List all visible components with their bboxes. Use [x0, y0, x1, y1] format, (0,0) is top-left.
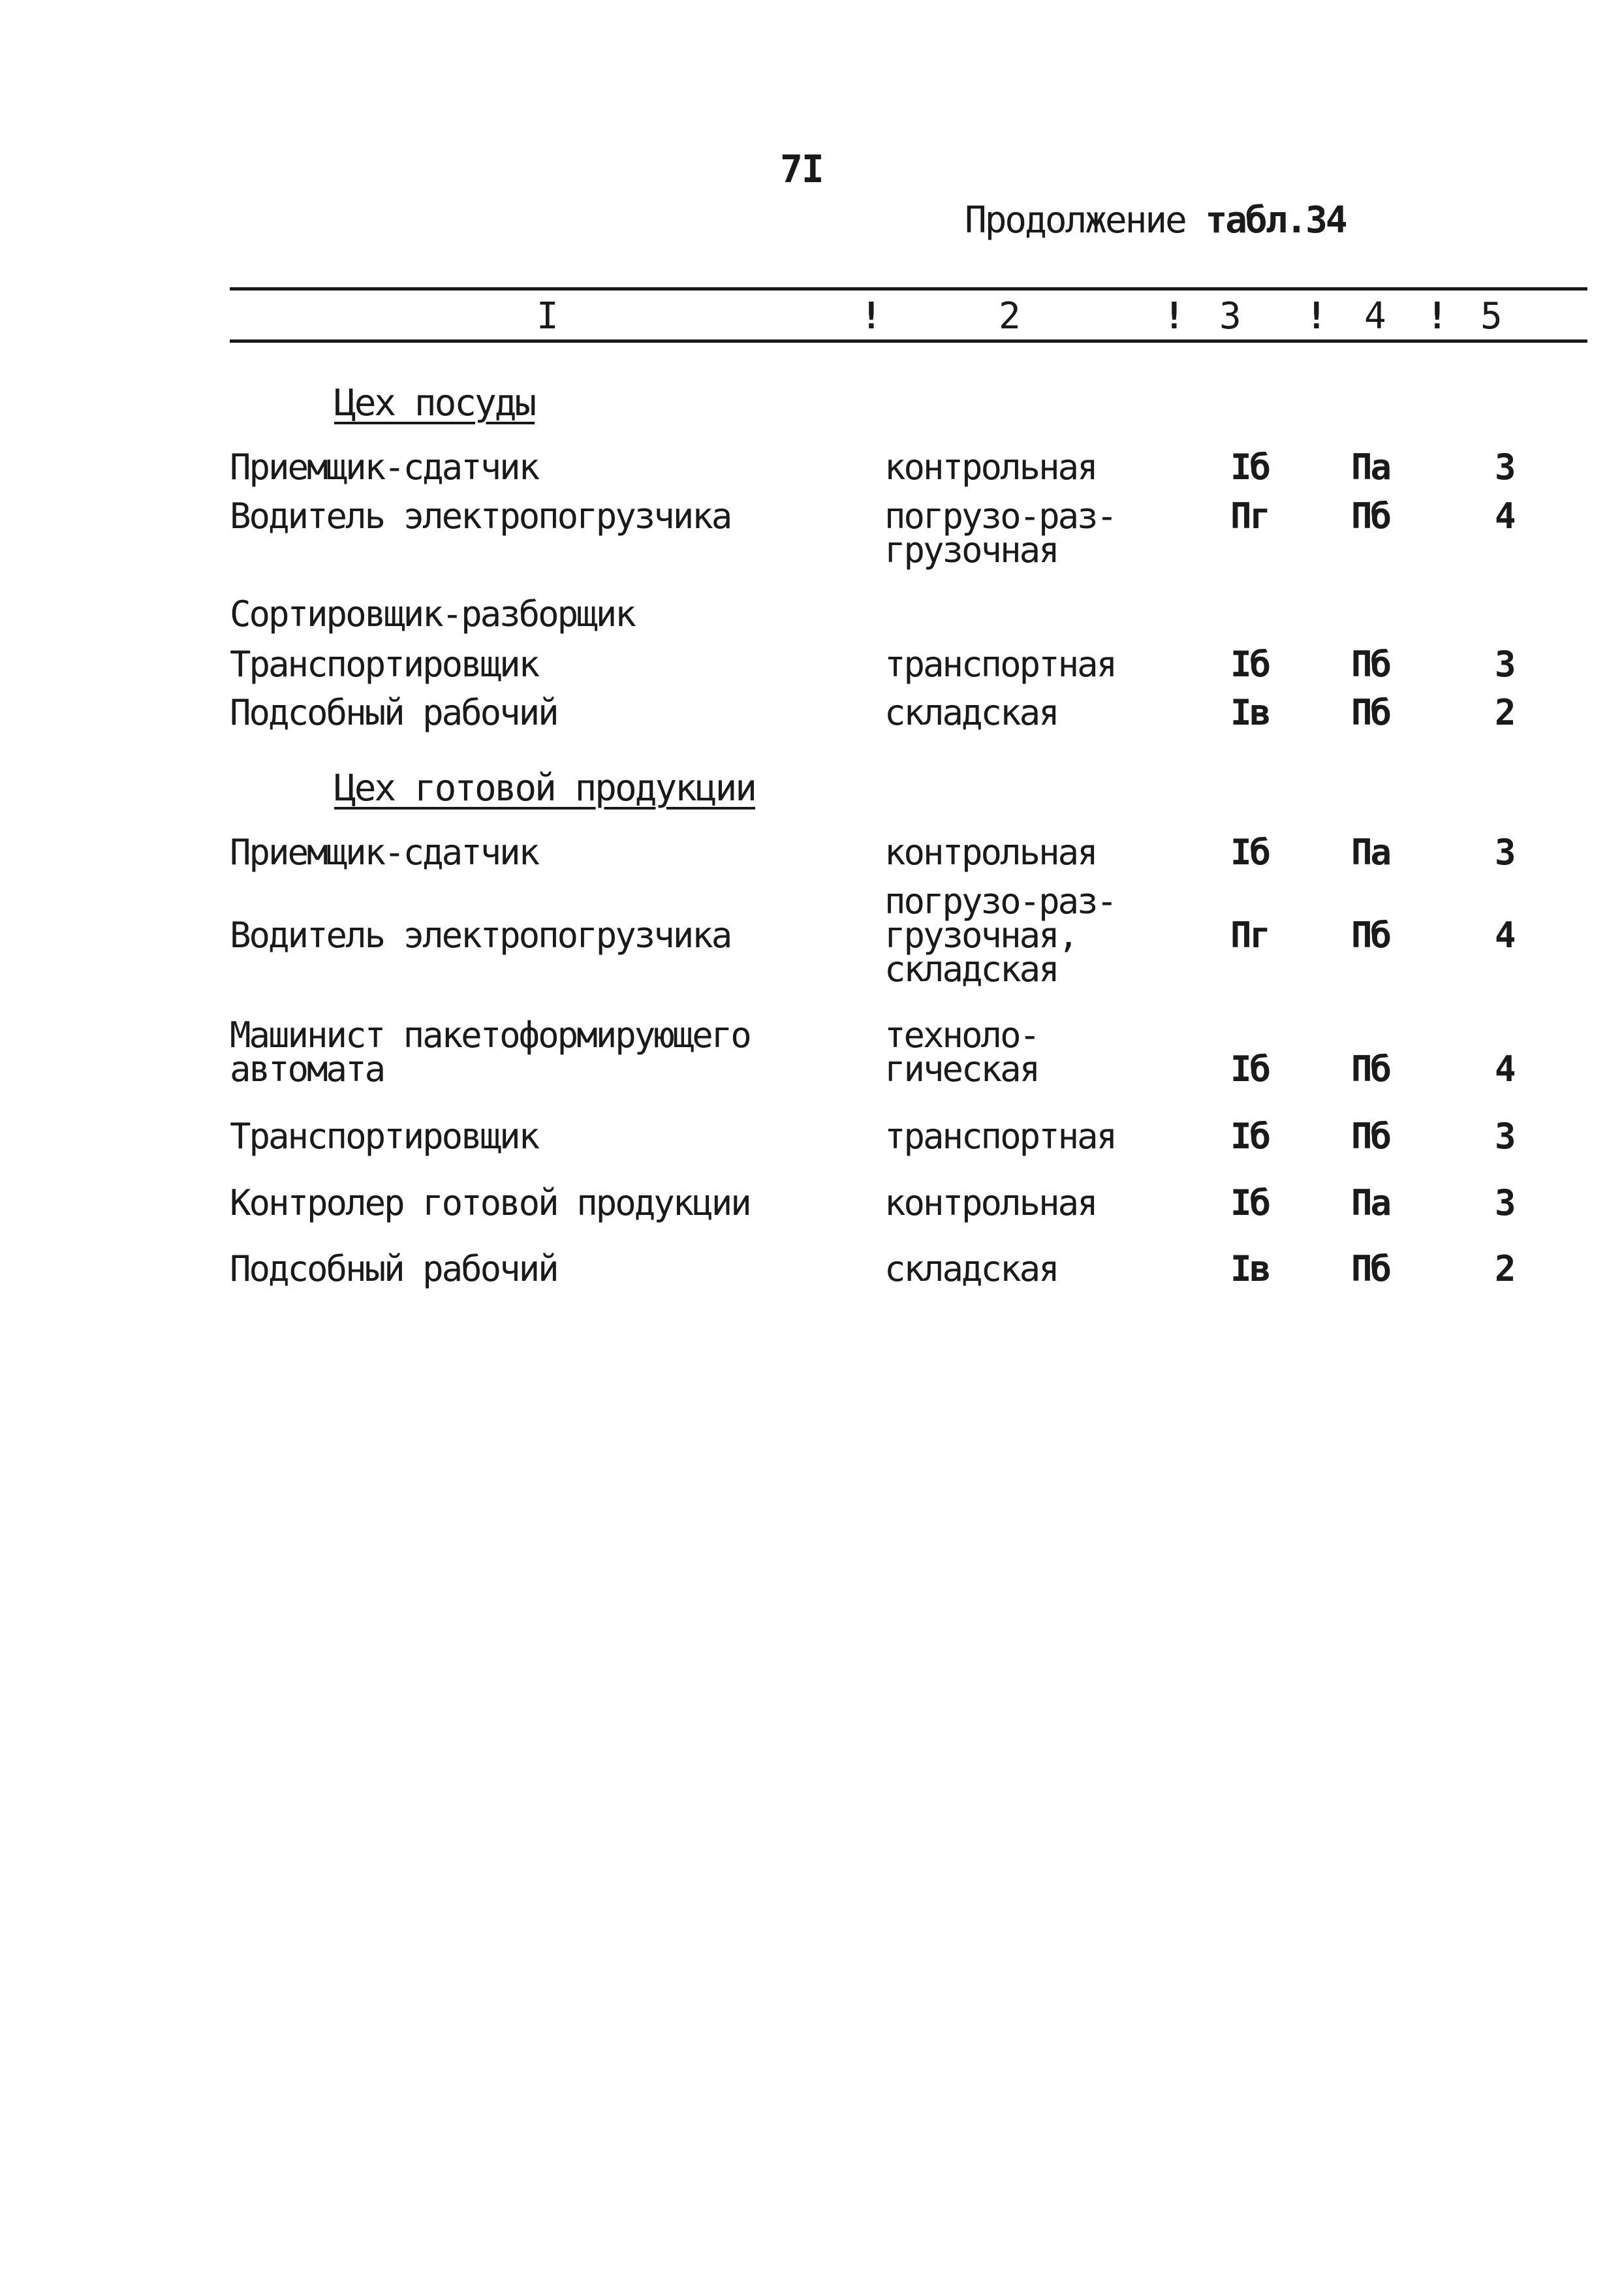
work-type-cell: грузочная,	[884, 915, 1078, 956]
section-title: Цех посуды	[334, 382, 535, 424]
grade-cell: 4	[1495, 495, 1514, 537]
class-cell: Пб	[1351, 495, 1390, 537]
category-cell: Iв	[1230, 1248, 1270, 1289]
work-type-cell: транспортная	[884, 644, 1116, 685]
header-col-5: 5	[1480, 295, 1503, 338]
class-cell: Пб	[1351, 644, 1390, 685]
grade-cell: 3	[1495, 1116, 1514, 1157]
class-cell: Пa	[1351, 832, 1390, 873]
category-cell: Пг	[1230, 915, 1270, 956]
work-type-cell: складская	[884, 692, 1058, 733]
category-cell: Iб	[1230, 1116, 1270, 1157]
profession-cell: автомата	[230, 1048, 384, 1090]
category-cell: Iб	[1230, 447, 1270, 488]
profession-cell: Водитель электропогрузчика	[230, 495, 731, 537]
profession-cell: Транспортировщик	[230, 1116, 538, 1157]
header-col-2: 2	[999, 295, 1021, 338]
work-type-cell: складская	[884, 949, 1058, 990]
header-col-1: I	[537, 295, 559, 338]
grade-cell: 3	[1495, 1182, 1514, 1223]
work-type-cell: погрузо-раз-	[884, 495, 1116, 537]
work-type-cell: техноло-	[884, 1014, 1039, 1056]
profession-cell: Подсобный рабочий	[230, 692, 557, 733]
grade-cell: 4	[1495, 915, 1514, 956]
profession-cell: Приемщик-сдатчик	[230, 447, 538, 488]
work-type-cell: грузочная	[884, 529, 1058, 571]
class-cell: Пa	[1351, 447, 1390, 488]
grade-cell: 2	[1495, 692, 1514, 733]
section-title: Цех готовой продукции	[334, 767, 756, 810]
category-cell: Iв	[1230, 692, 1270, 733]
profession-cell: Сортировщик-разборщик	[230, 593, 634, 635]
category-cell: Iб	[1230, 832, 1270, 873]
work-type-cell: складская	[884, 1248, 1058, 1289]
class-cell: Пa	[1351, 1182, 1390, 1223]
page-number: 7I	[780, 147, 823, 191]
header-separator: !	[1426, 295, 1448, 338]
grade-cell: 2	[1495, 1248, 1514, 1289]
grade-cell: 4	[1495, 1048, 1514, 1090]
class-cell: Пб	[1351, 1048, 1390, 1090]
grade-cell: 3	[1495, 832, 1514, 873]
work-type-cell: транспортная	[884, 1116, 1116, 1157]
category-cell: Iб	[1230, 1048, 1270, 1090]
profession-cell: Контролер готовой продукции	[230, 1182, 750, 1223]
category-cell: Iб	[1230, 1182, 1270, 1223]
caption-table-ref: табл.34	[1205, 199, 1346, 242]
work-type-cell: контрольная	[884, 832, 1097, 873]
profession-cell: Подсобный рабочий	[230, 1248, 557, 1289]
class-cell: Пб	[1351, 915, 1390, 956]
table-header-rule	[230, 339, 1587, 343]
work-type-cell: гическая	[884, 1048, 1039, 1090]
table-caption	[965, 199, 1346, 242]
header-separator: !	[860, 295, 882, 338]
profession-cell: Приемщик-сдатчик	[230, 832, 538, 873]
header-col-3: 3	[1219, 295, 1241, 338]
header-separator: !	[1163, 295, 1185, 338]
class-cell: Пб	[1351, 1116, 1390, 1157]
caption-prefix: Продолжение	[965, 199, 1185, 242]
grade-cell: 3	[1495, 644, 1514, 685]
category-cell: Пг	[1230, 495, 1270, 537]
header-separator: !	[1305, 295, 1328, 338]
class-cell: Пб	[1351, 692, 1390, 733]
work-type-cell: погрузо-раз-	[884, 881, 1116, 922]
work-type-cell: контрольная	[884, 447, 1097, 488]
class-cell: Пб	[1351, 1248, 1390, 1289]
table-top-rule	[230, 287, 1587, 291]
grade-cell: 3	[1495, 447, 1514, 488]
header-col-4: 4	[1364, 295, 1386, 338]
profession-cell: Водитель электропогрузчика	[230, 915, 731, 956]
profession-cell: Машинист пакетоформирующего	[230, 1014, 750, 1056]
work-type-cell: контрольная	[884, 1182, 1097, 1223]
profession-cell: Транспортировщик	[230, 644, 538, 685]
category-cell: Iб	[1230, 644, 1270, 685]
